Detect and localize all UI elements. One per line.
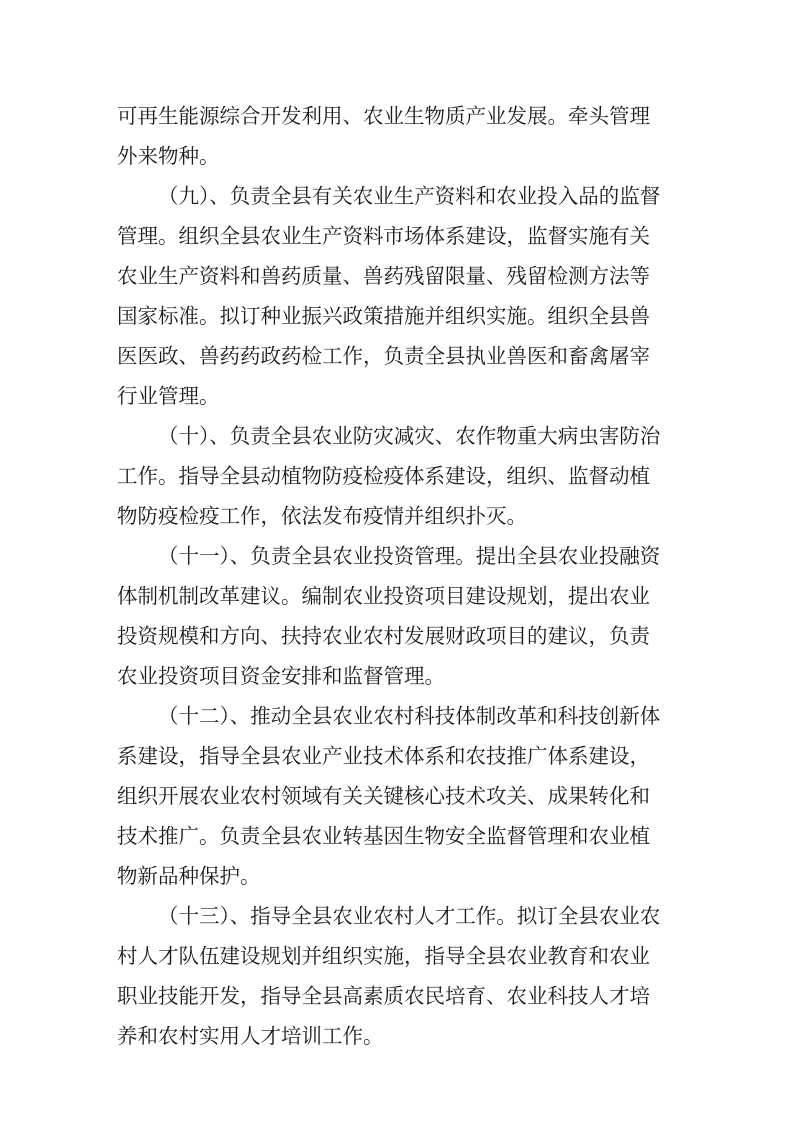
text-line: 投资规模和方向、扶持农业农村发展财政项目的建议，负责 bbox=[117, 624, 650, 648]
text-line: 医医政、兽药药政药检工作，负责全县执业兽医和畜禽屠宰 bbox=[117, 344, 650, 368]
text-line: （十）、负责全县农业防灾减灾、农作物重大病虫害防治 bbox=[158, 424, 661, 448]
text-line: （九）、负责全县有关农业生产资料和农业投入品的监督 bbox=[158, 184, 661, 208]
text-line: 外来物种。 bbox=[117, 144, 220, 168]
text-line: 行业管理。 bbox=[117, 384, 220, 408]
text-line: 管理。组织全县农业生产资料市场体系建设，监督实施有关 bbox=[117, 224, 650, 248]
text-line: 村人才队伍建设规划并组织实施，指导全县农业教育和农业 bbox=[117, 944, 650, 968]
text-line: 工作。指导全县动植物防疫检疫体系建设，组织、监督动植 bbox=[117, 464, 650, 488]
text-line: （十三）、指导全县农业农村人才工作。拟订全县农业农 bbox=[158, 904, 661, 928]
text-line: 技术推广。负责全县农业转基因生物安全监督管理和农业植 bbox=[117, 824, 650, 848]
text-line: 系建设，指导全县农业产业技术体系和农技推广体系建设， bbox=[117, 744, 650, 768]
text-line: 职业技能开发，指导全县高素质农民培育、农业科技人才培 bbox=[117, 984, 650, 1008]
text-line: 物防疫检疫工作，依法发布疫情并组织扑灭。 bbox=[117, 504, 527, 528]
text-line: （十二）、推动全县农业农村科技体制改革和科技创新体 bbox=[158, 704, 661, 728]
text-line: 体制机制改革建议。编制农业投资项目建设规划，提出农业 bbox=[117, 584, 650, 608]
text-line: 组织开展农业农村领域有关关键核心技术攻关、成果转化和 bbox=[117, 784, 650, 808]
text-line: 养和农村实用人才培训工作。 bbox=[117, 1024, 384, 1048]
text-line: 农业生产资料和兽药质量、兽药残留限量、残留检测方法等 bbox=[117, 264, 650, 288]
text-line: 农业投资项目资金安排和监督管理。 bbox=[117, 664, 445, 688]
text-line: 国家标准。拟订种业振兴政策措施并组织实施。组织全县兽 bbox=[117, 304, 650, 328]
text-line: 物新品种保护。 bbox=[117, 864, 261, 888]
text-line: （十一）、负责全县农业投资管理。提出全县农业投融资 bbox=[158, 544, 661, 568]
text-line: 可再生能源综合开发利用、农业生物质产业发展。牵头管理 bbox=[117, 104, 650, 128]
